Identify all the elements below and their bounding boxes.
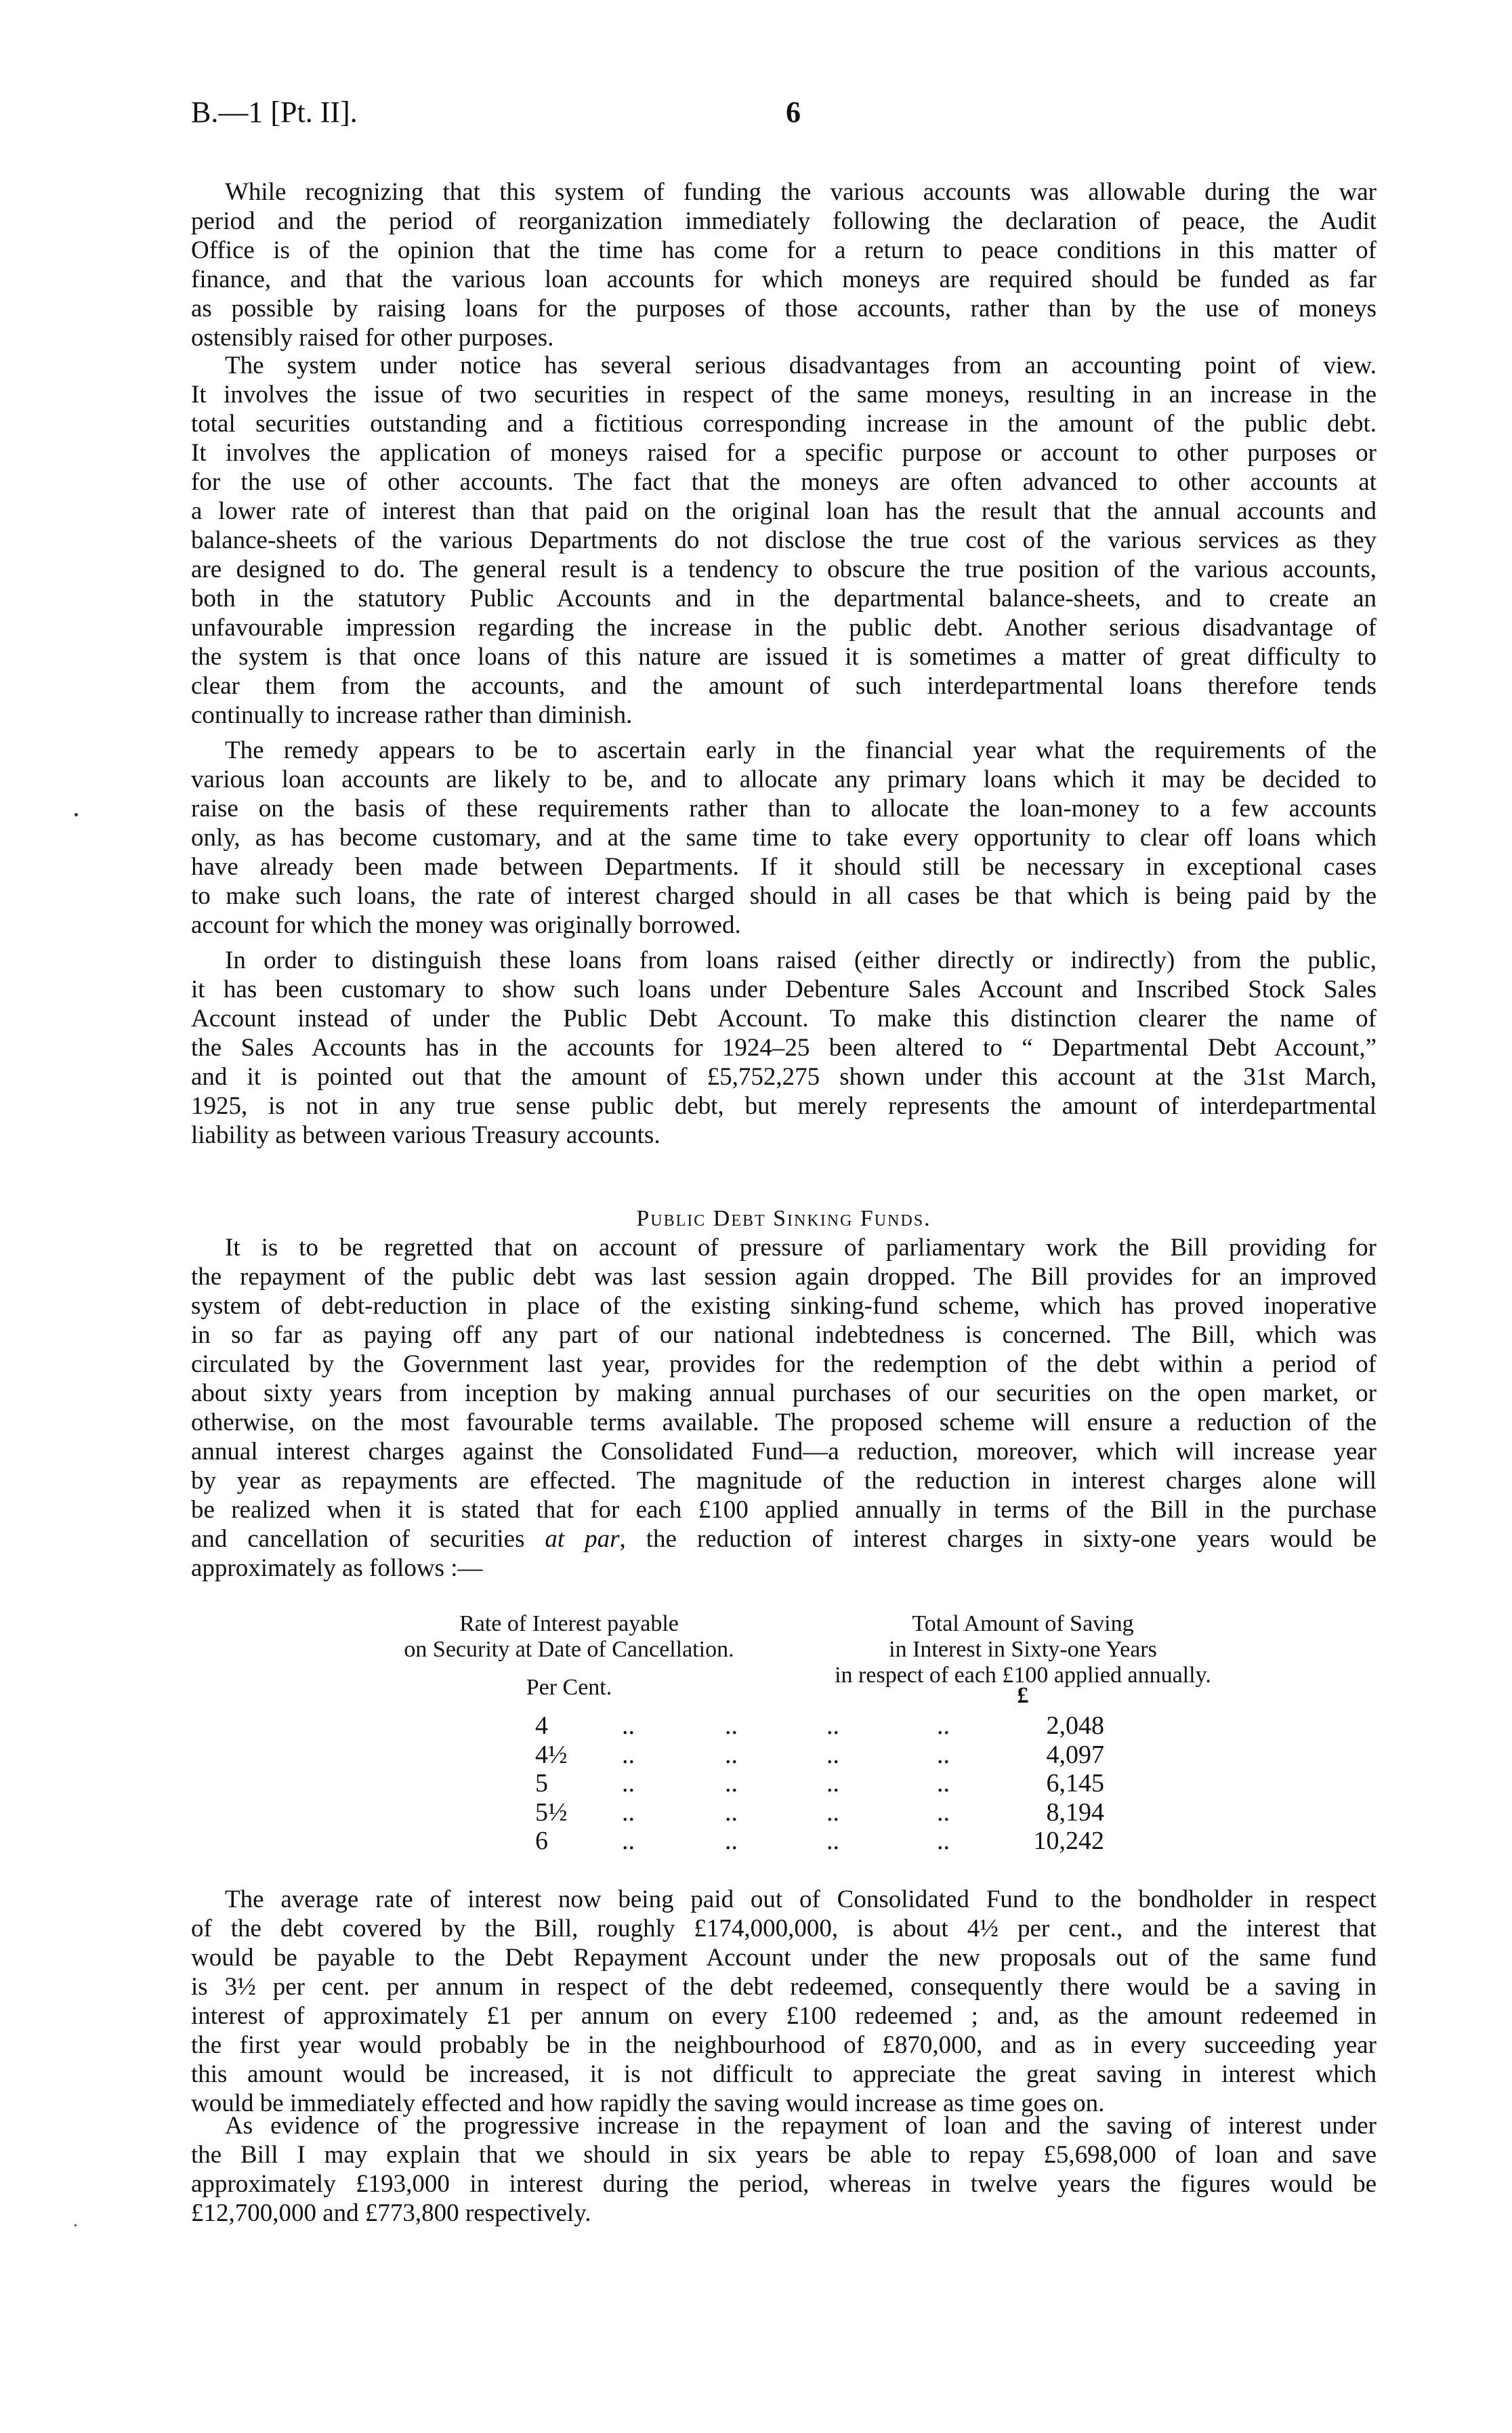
- dot-leader: ..: [622, 1827, 635, 1855]
- text-line: balance-sheets of the various Departments do not disclose the true cost of the various services as they: [191, 526, 1377, 554]
- dot-leader: ..: [725, 1827, 738, 1855]
- text-line: of the debt covered by the Bill, roughly £174,000,000, is about 4½ per cent., and the interest that: [191, 1915, 1377, 1942]
- italic-text: at par: [545, 1525, 620, 1553]
- dot-leader: ..: [622, 1740, 635, 1769]
- text-line: liability as between various Treasury accounts.: [191, 1121, 660, 1149]
- text-line: and it is pointed out that the amount of £5,752,275 shown under this account at the 31st March,: [191, 1063, 1377, 1091]
- paragraph-sinking-funds: [191, 1233, 1377, 1583]
- text-line: a lower rate of interest than that paid on the original loan has the result that the annual accounts and: [191, 497, 1377, 525]
- text-line: various loan accounts are likely to be, and to allocate any primary loans which it may be decided to: [191, 766, 1377, 793]
- document-reference: B.—1 [Pt. II].: [191, 96, 358, 129]
- col2-header: [793, 1611, 1253, 1709]
- col2-header-line: in respect of each £100 applied annually.: [835, 1663, 1211, 1688]
- text-line: Account instead of under the Public Debt Account. To make this distinction clearer the name of: [191, 1005, 1377, 1033]
- text-line: ostensibly raised for other purposes.: [191, 324, 554, 352]
- paragraph-disadvantages: [191, 351, 1377, 730]
- text-line: circulated by the Government last year, provides for the redemption of the debt within a period of: [191, 1350, 1377, 1378]
- table-row: [0, 1797, 1512, 1827]
- text-line: period and the period of reorganization immediately following the declaration of peace, the Audit: [191, 207, 1377, 235]
- text-line: approximately £193,000 in interest during the period, whereas in twelve years the figures would be: [191, 2170, 1377, 2198]
- text-line: otherwise, on the most favourable terms available. The proposed scheme will ensure a reduction of the: [191, 1409, 1377, 1436]
- dot-leader: ..: [622, 1797, 635, 1827]
- dot-leader: ..: [622, 1711, 635, 1740]
- margin-mark: [75, 2224, 77, 2226]
- text-line: the Sales Accounts has in the accounts for 1924–25 been altered to “ Departmental Debt Account,”: [191, 1034, 1377, 1062]
- text-segment: , the reduction of interest charges in sixty-one years would be: [619, 1525, 1377, 1553]
- text-line: about sixty years from inception by making annual purchases of our securities on the open market, or: [191, 1379, 1377, 1407]
- text-line: clear them from the accounts, and the amount of such interdepartmental loans therefore tends: [191, 672, 1377, 700]
- rate-cell: 5½: [535, 1797, 568, 1827]
- dot-leader: ..: [725, 1740, 738, 1769]
- text-line: to make such loans, the rate of interest charged should in all cases be that which is being paid by the: [191, 882, 1377, 910]
- col1-header-line: on Security at Date of Cancellation.: [404, 1637, 734, 1662]
- saving-cell: 10,242: [1033, 1827, 1104, 1855]
- paragraph-remedy: [191, 736, 1377, 940]
- text-line: be realized when it is stated that for each £100 applied annually in terms of the Bill in the purchase: [191, 1496, 1377, 1524]
- rate-cell: 5: [535, 1769, 548, 1797]
- text-line: would be payable to the Debt Repayment Account under the new proposals out of the same fund: [191, 1944, 1377, 1972]
- table-row: [0, 1740, 1512, 1769]
- dot-leader: ..: [826, 1769, 839, 1797]
- text-line: [191, 1524, 1377, 1554]
- text-line: continually to increase rather than diminish.: [191, 701, 633, 729]
- text-line: system of debt-reduction in place of the existing sinking-fund scheme, which has proved inoperative: [191, 1292, 1377, 1320]
- text-line: the system is that once loans of this nature are issued it is sometimes a matter of great difficulty to: [191, 643, 1377, 671]
- text-line: interest of approximately £1 per annum on every £100 redeemed ; and, as the amount redeemed in: [191, 2002, 1377, 2030]
- text-line: Office is of the opinion that the time has come for a return to peace conditions in this matter of: [191, 236, 1377, 264]
- dot-leader: ..: [937, 1827, 950, 1855]
- text-line: it has been customary to show such loans under Debenture Sales Account and Inscribed Stock Sales: [191, 976, 1377, 1003]
- text-line: are designed to do. The general result is a tendency to obscure the true position of the various accounts,: [191, 556, 1377, 583]
- text-line: the repayment of the public debt was last session again dropped. The Bill provides for an improved: [191, 1263, 1377, 1291]
- dot-leader: ..: [937, 1711, 950, 1740]
- text-line: £12,700,000 and £773,800 respectively.: [191, 2199, 591, 2227]
- margin-mark: [75, 813, 78, 816]
- text-line: have already been made between Departments. If it should still be necessary in exceptional cases: [191, 853, 1377, 881]
- table-row: [0, 1768, 1512, 1797]
- text-line: It involves the application of moneys raised for a specific purpose or account to other purposes or: [191, 439, 1377, 467]
- text-line: by year as repayments are effected. The magnitude of the reduction in interest charges alone will: [191, 1467, 1377, 1495]
- text-line: the first year would probably be in the neighbourhood of £870,000, and as in every succeeding year: [191, 2031, 1377, 2059]
- text-line: While recognizing that this system of funding the various accounts was allowable during the war: [225, 178, 1377, 206]
- table-row: [0, 1826, 1512, 1855]
- text-segment: and cancellation of securities: [191, 1525, 545, 1553]
- paragraph-departmental-debt: [191, 946, 1377, 1150]
- text-line: finance, and that the various loan accounts for which moneys are required should be funded as far: [191, 266, 1377, 293]
- text-line: annual interest charges against the Consolidated Fund—a reduction, moreover, which will increase year: [191, 1438, 1377, 1465]
- text-line: The average rate of interest now being paid out of Consolidated Fund to the bondholder in respect: [225, 1886, 1377, 1913]
- page-number: 6: [786, 96, 801, 129]
- col1-unit: Per Cent.: [526, 1675, 612, 1700]
- saving-cell: 2,048: [1046, 1711, 1104, 1740]
- rate-cell: 6: [535, 1827, 548, 1855]
- col1-header-line: Rate of Interest payable: [459, 1611, 679, 1636]
- text-line: account for which the money was originally borrowed.: [191, 911, 741, 939]
- text-line: unfavourable impression regarding the increase in the public debt. Another serious disadvantage of: [191, 614, 1377, 642]
- text-line: 1925, is not in any true sense public debt, but merely represents the amount of interdepartmental: [191, 1092, 1377, 1120]
- dot-leader: ..: [826, 1827, 839, 1855]
- dot-leader: ..: [826, 1797, 839, 1827]
- table-row: [0, 1711, 1512, 1740]
- dot-leader: ..: [725, 1711, 738, 1740]
- dot-leader: ..: [725, 1769, 738, 1797]
- rate-cell: 4½: [535, 1740, 568, 1769]
- text-line: In order to distinguish these loans from loans raised (either directly or indirectly) from the public,: [225, 947, 1377, 974]
- text-line: The system under notice has several serious disadvantages from an accounting point of view.: [225, 352, 1377, 379]
- text-line: is 3½ per cent. per annum in respect of the debt redeemed, consequently there would be a saving in: [191, 1973, 1377, 2001]
- section-heading: Public Debt Sinking Funds.: [636, 1206, 931, 1231]
- rate-cell: 4: [535, 1711, 548, 1740]
- dot-leader: ..: [622, 1769, 635, 1797]
- saving-cell: 4,097: [1046, 1740, 1104, 1769]
- text-line: total securities outstanding and a fictitious corresponding increase in the amount of the public debt.: [191, 410, 1377, 438]
- col2-header-line: Total Amount of Saving: [912, 1611, 1134, 1636]
- col2-header-line: in Interest in Sixty-one Years: [889, 1637, 1157, 1662]
- dot-leader: ..: [937, 1740, 950, 1769]
- paragraph-average-rate: [191, 1885, 1377, 2118]
- text-line: the Bill I may explain that we should in six years be able to repay £5,698,000 of loan and save: [191, 2141, 1377, 2169]
- text-line: As evidence of the progressive increase in the repayment of loan and the saving of interest under: [225, 2112, 1377, 2140]
- text-line: both in the statutory Public Accounts and in the departmental balance-sheets, and to create an: [191, 585, 1377, 612]
- dot-leader: ..: [725, 1797, 738, 1827]
- col1-header: [352, 1611, 786, 1701]
- text-line: The remedy appears to be to ascertain early in the financial year what the requirements of the: [225, 736, 1377, 764]
- text-line: this amount would be increased, it is not difficult to appreciate the great saving in interest which: [191, 2060, 1377, 2088]
- text-line: approximately as follows :—: [191, 1554, 483, 1582]
- text-line: as possible by raising loans for the purposes of those accounts, rather than by the use of moneys: [191, 295, 1377, 323]
- dot-leader: ..: [826, 1740, 839, 1769]
- dot-leader: ..: [937, 1769, 950, 1797]
- text-line: It involves the issue of two securities in respect of the same moneys, resulting in an increase in the: [191, 381, 1377, 409]
- paragraph-progressive-increase: [191, 2111, 1377, 2228]
- dot-leader: ..: [937, 1797, 950, 1827]
- text-line: only, as has become customary, and at the same time to take every opportunity to clear off loans which: [191, 824, 1377, 852]
- saving-cell: 6,145: [1046, 1769, 1104, 1797]
- text-line: It is to be regretted that on account of pressure of parliamentary work the Bill providing for: [225, 1234, 1377, 1262]
- text-line: for the use of other accounts. The fact that the moneys are often advanced to other accounts at: [191, 468, 1377, 496]
- text-line: would be immediately effected and how rapidly the saving would increase as time goes on.: [191, 2089, 1105, 2117]
- text-line: raise on the basis of these requirements rather than to allocate the loan-money to a few accounts: [191, 795, 1377, 823]
- saving-cell: 8,194: [1046, 1797, 1104, 1827]
- text-line: in so far as paying off any part of our national indebtedness is concerned. The Bill, which was: [191, 1321, 1377, 1349]
- paragraph-funding-system: [191, 178, 1377, 352]
- col2-unit: £: [1017, 1683, 1029, 1708]
- dot-leader: ..: [826, 1711, 839, 1740]
